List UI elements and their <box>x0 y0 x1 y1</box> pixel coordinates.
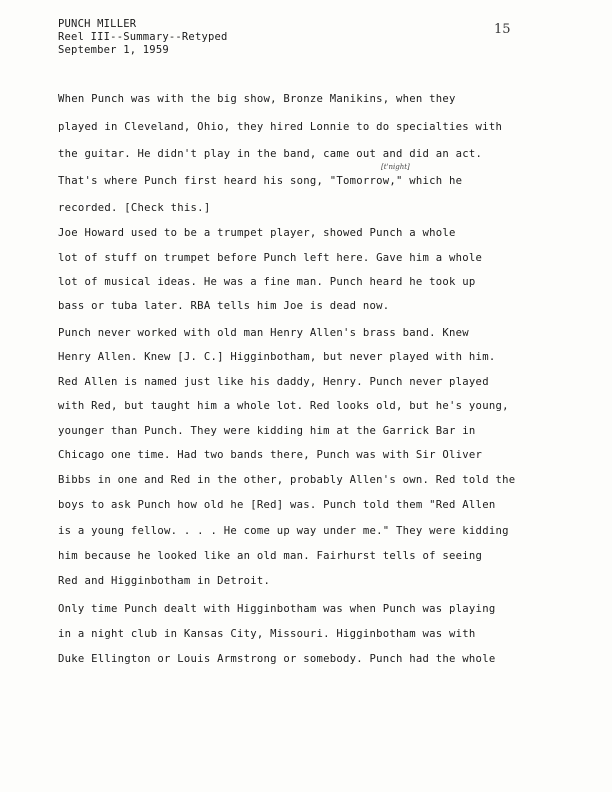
text-line: him because he looked like an old man. Fairhurst tells of seeing <box>58 550 483 562</box>
text-line: Bibbs in one and Red in the other, probably Allen's own. Red told the <box>58 474 516 486</box>
text-line: That's where Punch first heard his song, "Tomorrow," which he <box>58 175 463 187</box>
document-header <box>58 18 228 57</box>
text-line: bass or tuba later. RBA tells him Joe is dead now. <box>58 300 390 312</box>
text-line: boys to ask Punch how old he [Red] was. Punch told them "Red Allen <box>58 499 496 511</box>
text-line: the guitar. He didn't play in the band, came out and did an act. <box>58 148 483 160</box>
text-line: younger than Punch. They were kidding him at the Garrick Bar in <box>58 425 476 437</box>
text-line: Punch never worked with old man Henry Allen's brass band. Knew <box>58 327 469 339</box>
text-line: played in Cleveland, Ohio, they hired Lonnie to do specialties with <box>58 121 503 133</box>
header-date: September 1, 1959 <box>58 44 169 56</box>
text-line: with Red, but taught him a whole lot. Red looks old, but he's young, <box>58 400 509 412</box>
text-line: When Punch was with the big show, Bronze Manikins, when they <box>58 93 456 105</box>
handwritten-annotation: [t'night] <box>381 163 410 171</box>
text-line: Chicago one time. Had two bands there, Punch was with Sir Oliver <box>58 449 483 461</box>
text-line: is a young fellow. . . . He come up way under me." They were kidding <box>58 525 509 537</box>
header-reel: Reel III--Summary--Retyped <box>58 31 228 43</box>
text-line: Henry Allen. Knew [J. C.] Higginbotham, but never played with him. <box>58 351 496 363</box>
page-number: 15 <box>494 22 511 37</box>
text-line: recorded. [Check this.] <box>58 202 211 214</box>
text-line: in a night club in Kansas City, Missouri. Higginbotham was with <box>58 628 476 640</box>
text-line: lot of musical ideas. He was a fine man. Punch heard he took up <box>58 276 476 288</box>
text-line: Duke Ellington or Louis Armstrong or somebody. Punch had the whole <box>58 653 496 665</box>
text-line: Red Allen is named just like his daddy, Henry. Punch never played <box>58 376 489 388</box>
text-line: Red and Higginbotham in Detroit. <box>58 575 271 587</box>
text-line: Only time Punch dealt with Higginbotham was when Punch was playing <box>58 603 496 615</box>
header-name: PUNCH MILLER <box>58 18 137 30</box>
text-line: Joe Howard used to be a trumpet player, showed Punch a whole <box>58 227 456 239</box>
text-line: lot of stuff on trumpet before Punch left here. Gave him a whole <box>58 252 483 264</box>
